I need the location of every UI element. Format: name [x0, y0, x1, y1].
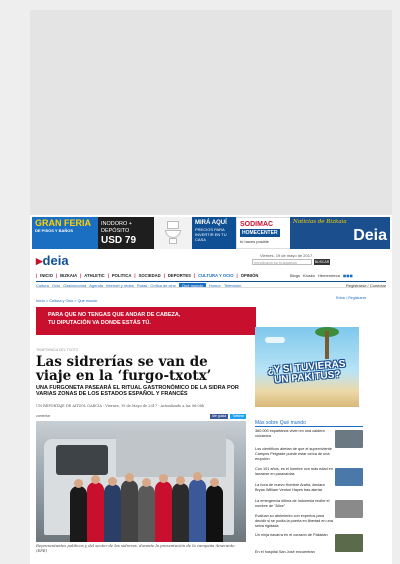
- homecenter-label: HOMECENTER: [242, 230, 278, 236]
- nav-separator: |: [134, 273, 136, 278]
- deia-promo-ad[interactable]: [290, 217, 390, 249]
- more-news-title: Más sobre Qué mundo: [255, 420, 306, 426]
- gran-feria-title: GRAN FERIA: [35, 218, 91, 228]
- top-ad-banner[interactable]: [32, 217, 292, 249]
- nav-item-sociedad[interactable]: SOCIEDAD: [138, 273, 161, 278]
- nav-separator: |: [236, 273, 238, 278]
- subnav-humor[interactable]: Humor: [208, 283, 221, 288]
- page-container: [30, 215, 392, 564]
- nav-separator: |: [107, 273, 109, 278]
- search-input[interactable]: Introduzca su búsqueda: [252, 259, 312, 265]
- subnav-television[interactable]: Televisión: [223, 283, 242, 288]
- news-item-text: 360.000 espartanos viven en una caldera volcánica: [255, 429, 325, 438]
- nav-separator: |: [193, 273, 196, 278]
- diputacion-ad[interactable]: [36, 307, 256, 335]
- pakitus-ad[interactable]: [255, 327, 359, 407]
- subnav-agenda[interactable]: Agenda: [89, 283, 104, 288]
- mira-aqui-sub: PRECIOS PARA INVERTIR EN TU CASA: [195, 227, 227, 242]
- nav-item-athletic[interactable]: ATHLETIC: [84, 273, 105, 278]
- site-logo[interactable]: [36, 253, 69, 269]
- blank-top-area: [30, 10, 392, 215]
- sub-nav: [36, 281, 386, 288]
- subnav-que-mundo[interactable]: Qué mundo: [179, 283, 206, 287]
- news-item-text: La emergencia última de Indonesia recibe el nombre de "Alice": [255, 499, 330, 508]
- subnav-rutas[interactable]: Rutas: [136, 283, 148, 288]
- inodoro-ad[interactable]: [98, 217, 154, 249]
- subnav-login[interactable]: Registrarse / Conectar: [345, 283, 386, 288]
- article-byline: UN REPORTAJE DE AITZOL GARCÍA - Viernes, 19 de Mayo de 2017 - Actualizado a las 06:08h: [36, 404, 205, 408]
- promo-line2: TU DIPUTACIÓN VA DONDE ESTÁS TÚ.: [48, 320, 151, 326]
- extra-nav: [290, 273, 353, 278]
- search-button[interactable]: BUSCAR: [314, 260, 330, 264]
- news-item[interactable]: [255, 514, 363, 528]
- photo-caption: Representantes políticos y del sector de las sidreras, durante la presentación de la campaña itinerante. (EFE): [36, 543, 236, 553]
- nav-item-opinion[interactable]: OPINIÓN: [240, 273, 259, 278]
- twitter-button[interactable]: Twittear: [232, 413, 244, 418]
- nav-separator: |: [80, 273, 82, 278]
- news-item-text: Un ninja navarra en el corazón de Pakistán: [255, 533, 328, 537]
- toilet-icon: [165, 221, 181, 245]
- nav-hemeroteca[interactable]: Hemeroteca: [318, 273, 340, 278]
- divider: [255, 426, 363, 427]
- logo-text: deia: [42, 253, 69, 268]
- group-of-people: [70, 469, 240, 542]
- facebook-like-button[interactable]: Me gusta: [212, 413, 227, 418]
- news-item-text: Los científicos alertan de que el superviviente Campos Pelgrade puede estar cerca de una erupción: [255, 447, 332, 461]
- nav-item-inicio[interactable]: INICIO: [40, 273, 53, 278]
- toilet-image: [154, 217, 192, 249]
- article-kicker: TEMPORADA DEL TXOTX: [36, 348, 79, 352]
- deia-promo-logo: Deia: [353, 227, 387, 244]
- article-photo: [36, 421, 246, 542]
- nav-kiosko[interactable]: Kiosko: [303, 273, 316, 278]
- nav-item-bizkaia[interactable]: BIZKAIA: [60, 273, 78, 278]
- sodimac-tagline: tú haces posible: [240, 239, 269, 244]
- logo-mark-icon: ▸: [36, 253, 43, 268]
- promo-line1: PARA QUE NO TENGAS QUE ANDAR DE CABEZA,: [48, 312, 181, 318]
- mira-aqui-label: MIRÁ AQUÍ: [195, 220, 227, 226]
- mira-aqui-ad[interactable]: [192, 217, 236, 249]
- news-item[interactable]: [255, 483, 363, 497]
- nav-item-politica[interactable]: POLITICA: [111, 273, 132, 278]
- subnav-internet[interactable]: Internet y redes: [106, 283, 134, 288]
- current-date: Viernes, 19 de mayo de 2017: [260, 253, 313, 258]
- news-item-text: En el hospital San José encuentran: [255, 550, 315, 554]
- sodimac-label: SODIMAC: [240, 221, 274, 228]
- subnav-cultura[interactable]: Cultura: [36, 283, 49, 288]
- social-icons[interactable]: ◼◼◼: [342, 273, 353, 278]
- nav-item-cultura[interactable]: CULTURA Y OCIO: [198, 273, 234, 278]
- comment-link[interactable]: comentar: [36, 414, 51, 418]
- login-links[interactable]: Entrar | Registrarse: [336, 296, 367, 300]
- news-item-text: Evalúan su abrimiento con expertos para decidir si se podía la puerta en libertad en una selva rigidada: [255, 514, 333, 528]
- nav-separator: |: [36, 273, 38, 278]
- inodoro-label: INODORO + DEPÓSITO: [101, 221, 133, 234]
- breadcrumb[interactable]: Inicio > Cultura y Ocio > Qué mundo: [36, 299, 98, 303]
- news-item-text: La hora de nuevo Hombre Araña, declara Bryan William Venturi Hayes tras alertar: [255, 483, 325, 492]
- nav-item-deportes[interactable]: DEPORTES: [167, 273, 191, 278]
- news-thumbnail: [335, 430, 363, 448]
- sodimac-logo[interactable]: [236, 217, 292, 249]
- gran-feria-sub: DE PISOS Y BAÑOS: [35, 228, 74, 233]
- subnav-gastronomia[interactable]: Gastronomía: [63, 283, 87, 288]
- nav-separator: |: [55, 273, 58, 278]
- article-subtitle: UNA FURGONETA PASEARÁ EL RITUAL GASTRONÓMICO DE LA SIDRA POR VARIAS ZONAS DE LOS ESTADOS ESPAÑOL Y FRANCÉS: [36, 385, 239, 398]
- nav-blogs[interactable]: Blogs: [290, 273, 301, 278]
- news-item[interactable]: [255, 550, 363, 560]
- pakitus-ad-text: ¿Y SI TUVIERAS UN PAKITUS?: [267, 358, 346, 386]
- news-item-text: Con 101 años, es el hombre con más edad en lanzarse en paracaídas: [255, 467, 333, 476]
- gran-feria-ad[interactable]: [32, 217, 98, 249]
- article-title: Las sidrerías se van de viaje en la ‘furgo-txotx’: [36, 354, 212, 384]
- price-label: USD 79: [101, 235, 137, 246]
- subnav-cine[interactable]: Crítica de cine: [150, 283, 176, 288]
- deia-promo-tagline: Noticias de Bizkaia: [293, 219, 347, 225]
- nav-separator: |: [163, 273, 165, 278]
- subnav-ocio[interactable]: Ocio: [51, 283, 61, 288]
- article-tools: [36, 413, 246, 419]
- news-item[interactable]: [255, 447, 363, 463]
